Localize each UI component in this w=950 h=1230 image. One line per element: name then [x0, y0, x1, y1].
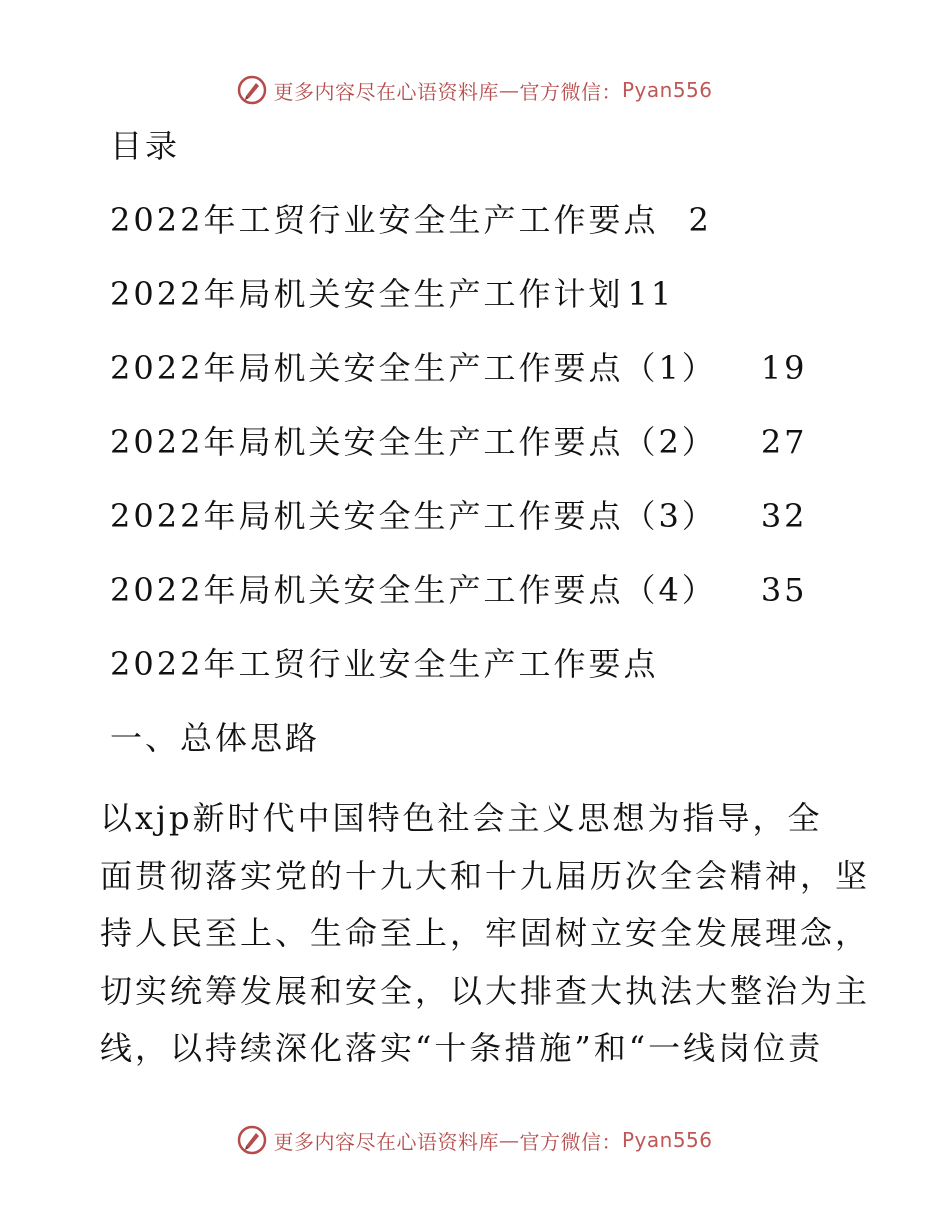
toc-heading: 目录 [110, 127, 181, 165]
watermark-official-label: 官方微信： [519, 79, 622, 104]
watermark-official-label: 官方微信： [519, 1129, 622, 1154]
watermark-text: 更多内容尽在心语资料库 [273, 79, 499, 104]
paragraph-line: 以xjp新时代中国特色社会主义思想为指导，全 [100, 799, 823, 837]
footer-watermark [0, 1120, 950, 1160]
toc-item-title: 2022年局机关安全生产工作要点（2） [110, 423, 717, 461]
toc-item[interactable] [110, 200, 712, 240]
document-title: 2022年工贸行业安全生产工作要点 [110, 645, 659, 683]
toc-item-page: 32 [760, 497, 808, 535]
toc-item[interactable] [110, 422, 808, 462]
toc-item-title: 2022年局机关安全生产工作计划 [110, 275, 624, 313]
header-watermark [0, 70, 950, 110]
watermark-separator: — [498, 1128, 520, 1152]
paragraph-line: 持人民至上、生命至上，牢固树立安全发展理念， [100, 914, 871, 952]
paragraph-line: 切实统筹发展和安全，以大排查大执法大整治为主 [100, 971, 871, 1010]
toc-item-page: 35 [760, 571, 808, 609]
toc-item-page: 11 [627, 275, 675, 313]
toc-item-title: 2022年局机关安全生产工作要点（3） [110, 497, 717, 535]
paragraph-line: 面贯彻落实党的十九大和十九届历次全会精神，坚 [100, 856, 871, 895]
toc-item-title: 2022年局机关安全生产工作要点（1） [110, 349, 717, 387]
toc-item[interactable] [110, 348, 808, 388]
watermark-wechat-id: Pyan556 [621, 78, 713, 102]
section-heading: 一、总体思路 [110, 719, 321, 757]
body-paragraph [100, 790, 871, 1078]
toc-item[interactable] [110, 274, 674, 314]
toc-item-page: 27 [760, 423, 808, 461]
paragraph-line: 线，以持续深化落实“十条措施”和“一线岗位责 [100, 1029, 824, 1067]
pen-logo-icon [237, 75, 267, 105]
toc-item[interactable] [110, 496, 808, 536]
pen-logo-icon [237, 1125, 267, 1155]
toc-item-title: 2022年工贸行业安全生产工作要点 [110, 201, 659, 239]
toc-item-title: 2022年局机关安全生产工作要点（4） [110, 571, 717, 609]
toc-item[interactable] [110, 570, 808, 610]
watermark-separator: — [498, 78, 520, 102]
watermark-wechat-id: Pyan556 [621, 1128, 713, 1152]
toc-item-page: 2 [688, 201, 712, 239]
watermark-text: 更多内容尽在心语资料库 [273, 1129, 499, 1154]
toc-item-page: 19 [760, 349, 808, 387]
